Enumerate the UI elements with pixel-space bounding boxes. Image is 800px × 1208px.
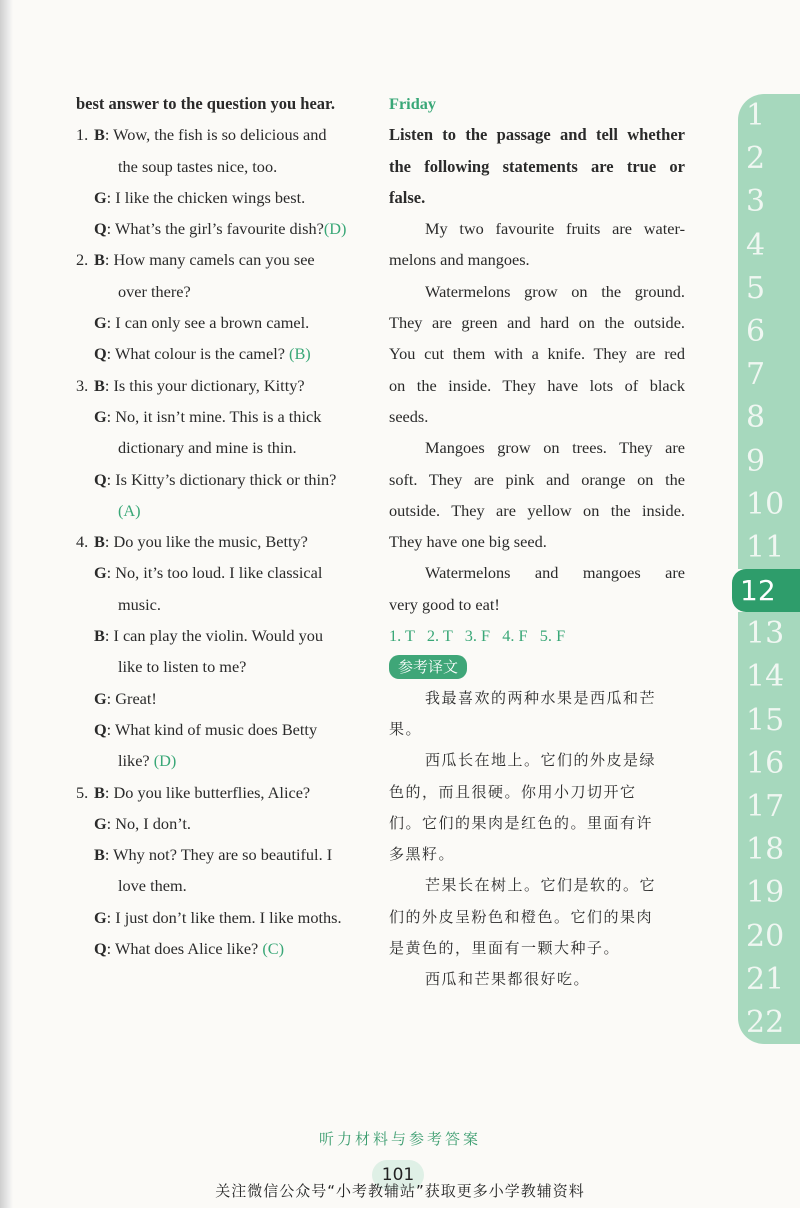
speaker-label: B [94,532,105,552]
dialogue-text: : Do you like butterflies, Alice? [104,782,311,802]
chapter-tab[interactable]: 8 [738,396,800,439]
dialogue-continuation [76,151,376,182]
dialogue-text: : What does Alice like? [106,939,259,959]
item-number: 4. [76,532,89,552]
translation-line: 多黑籽。 [389,845,456,864]
dialogue-line [76,182,376,213]
translation-line: 果。 [389,719,423,738]
dialogue-continuation [76,276,376,307]
chapter-tab[interactable]: 5 [738,267,800,310]
speaker-label: B [94,845,105,865]
dialogue-text: : How many camels can you see [104,250,315,270]
dialogue-continuation [76,589,376,620]
chapter-tab[interactable]: 6 [738,310,800,353]
dialogue-line [76,557,376,588]
chapter-tab[interactable]: 9 [738,440,800,483]
speaker-label: G [94,406,107,426]
dialogue-text: : I can play the violin. Would you [104,626,324,646]
dialogue-text: : No, I don’t. [106,813,191,833]
item-number: 1. [76,125,89,145]
answer-choice: (B) [284,344,311,364]
speaker-label: G [94,563,107,583]
answer-choice: (A) [118,500,141,520]
chapter-side-tabs [738,94,800,1044]
dialogue-text: : Wow, the fish is so delicious and [104,125,327,145]
answer-key: 1. T 2. T 3. F 4. F 5. F [389,626,566,646]
dialogue-line [76,244,376,275]
dialogue-text: : What colour is the camel? [106,344,285,364]
dialogue-text: : I just don’t like them. I like moths. [106,907,342,927]
watermark-text: 关注微信公众号“小考教辅站”获取更多小学教辅资料 [215,1182,585,1200]
speaker-label: G [94,187,107,207]
instruction-line: the following statements are true or [389,156,685,176]
chapter-tab-active[interactable]: 12 [732,569,800,612]
translation-tag: 参考译文 [389,655,467,679]
dialogue-text: dictionary and mine is thin. [118,438,297,458]
dialogue-line [76,307,376,338]
dialogue-text: music. [118,594,161,614]
answer-choice: (D) [149,751,177,771]
item-number: 3. [76,375,89,395]
dialogue-text: like? [118,751,150,771]
dialogue-text: : No, it isn’t mine. This is a thick [106,406,322,426]
chapter-tab[interactable]: 3 [738,180,800,223]
section-intro: best answer to the question you hear. [76,94,335,113]
passage-line: They have one big seed. [389,532,547,552]
dialogue-line [76,370,376,401]
passage-line: outside. They are yellow on the inside. [389,500,685,520]
instruction-line: false. [389,187,426,207]
right-column [389,88,685,996]
page-spine-shadow [0,0,13,1208]
dialogue-continuation [76,745,376,776]
speaker-label: Q [94,344,107,364]
passage-line: My two favourite fruits are water- [425,219,685,239]
passage-line: They are green and hard on the outside. [389,313,685,333]
dialogue-continuation [76,870,376,901]
dialogue-text: : Is this your dictionary, Kitty? [104,375,305,395]
chapter-tab[interactable]: 16 [738,742,800,785]
speaker-label: G [94,907,107,927]
dialogue-text: : Is Kitty’s dictionary thick or thin? [106,469,337,489]
dialogue-line [76,119,376,150]
left-column [76,88,376,964]
chapter-tab[interactable]: 14 [738,655,800,698]
dialogue-text: love them. [118,876,187,896]
dialogue-text: like to listen to me? [118,657,247,677]
day-title: Friday [389,94,437,113]
answer-choice: (C) [258,939,285,959]
passage-line: Watermelons grow on the ground. [425,281,685,301]
chapter-tab[interactable]: 15 [738,699,800,742]
dialogue-line [76,839,376,870]
dialogue-text: : Why not? They are so beautiful. I [104,845,333,865]
chapter-tab[interactable]: 1 [738,94,800,137]
translation-line: 色的，而且很硬。你用小刀切开它 [389,782,637,801]
speaker-label: Q [94,219,107,239]
dialogue-line [76,401,376,432]
dialogue-text: : Do you like the music, Betty? [104,532,308,552]
speaker-label: Q [94,719,107,739]
speaker-label: Q [94,939,107,959]
passage-line: Mangoes grow on trees. They are [425,438,685,458]
speaker-label: G [94,313,107,333]
dialogue-text: : What kind of music does Betty [106,719,318,739]
passage-line: melons and mangoes. [389,250,530,270]
chapter-tab[interactable]: 7 [738,353,800,396]
dialogue-line [76,902,376,933]
dialogue-continuation [76,651,376,682]
passage-line: Watermelons and mangoes are [425,563,685,583]
dialogue-line [76,714,376,745]
chapter-tab[interactable]: 2 [738,137,800,180]
translation-line: 西瓜和芒果都很好吃。 [425,970,591,989]
translation-line: 我最喜欢的两种水果是西瓜和芒 [425,688,657,707]
dialogue-text: : What’s the girl’s favourite dish? [106,219,324,239]
passage-line: on the inside. They have lots of black [389,375,685,395]
speaker-label: B [94,626,105,646]
footer-title: 听力材料与参考答案 [318,1130,481,1148]
dialogue-line [76,808,376,839]
dialogue-line [76,213,376,244]
chapter-tab[interactable]: 19 [738,871,800,914]
speaker-label: G [94,688,107,708]
speaker-label: B [94,250,105,270]
speaker-label: Q [94,469,107,489]
chapter-tab[interactable]: 18 [738,828,800,871]
speaker-label: B [94,782,105,802]
speaker-label: B [94,375,105,395]
chapter-tab[interactable]: 4 [738,224,800,267]
item-number: 5. [76,782,89,802]
chapter-tab[interactable]: 21 [738,958,800,1001]
answer-line [76,495,376,526]
chapter-tab[interactable]: 20 [738,915,800,958]
dialogue-text: the soup tastes nice, too. [118,156,278,176]
instruction-line: Listen to the passage and tell whether [389,125,685,145]
translation-line: 是黄色的，里面有一颗大种子。 [389,939,621,958]
chapter-tab[interactable]: 13 [738,612,800,655]
dialogue-text: : I like the chicken wings best. [106,187,306,207]
item-number: 2. [76,250,89,270]
dialogue-line [76,777,376,808]
speaker-label: B [94,125,105,145]
dialogue-line [76,526,376,557]
translation-line: 们的外皮呈粉色和橙色。它们的果肉 [389,907,654,926]
translation-line: 西瓜长在地上。它们的外皮是绿 [425,751,657,770]
chapter-tab[interactable]: 10 [738,483,800,526]
dialogue-line [76,683,376,714]
page-number: 101 [372,1160,424,1190]
chapter-tab[interactable]: 17 [738,785,800,828]
translation-line: 芒果长在树上。它们是软的。它 [425,876,657,895]
chapter-tab[interactable]: 22 [738,1001,800,1044]
speaker-label: G [94,813,107,833]
passage-line: very good to eat! [389,594,500,614]
translation-line: 们。它们的果肉是红色的。里面有许 [389,813,654,832]
answer-choice: (D) [323,219,347,239]
translation-tag-row [389,651,685,682]
dialogue-text: over there? [118,281,191,301]
passage-line: seeds. [389,406,429,426]
passage-line: soft. They are pink and orange on the [389,469,685,489]
dialogue-text: : Great! [106,688,157,708]
dialogue-continuation [76,432,376,463]
passage-line: You cut them with a knife. They are red [389,344,685,364]
dialogue-line [76,933,376,964]
chapter-tab[interactable]: 11 [738,526,800,569]
dialogue-line [76,464,376,495]
dialogue-text: : I can only see a brown camel. [106,313,310,333]
dialogue-line [76,338,376,369]
dialogue-text: : No, it’s too loud. I like classical [106,563,323,583]
dialogue-line [76,620,376,651]
